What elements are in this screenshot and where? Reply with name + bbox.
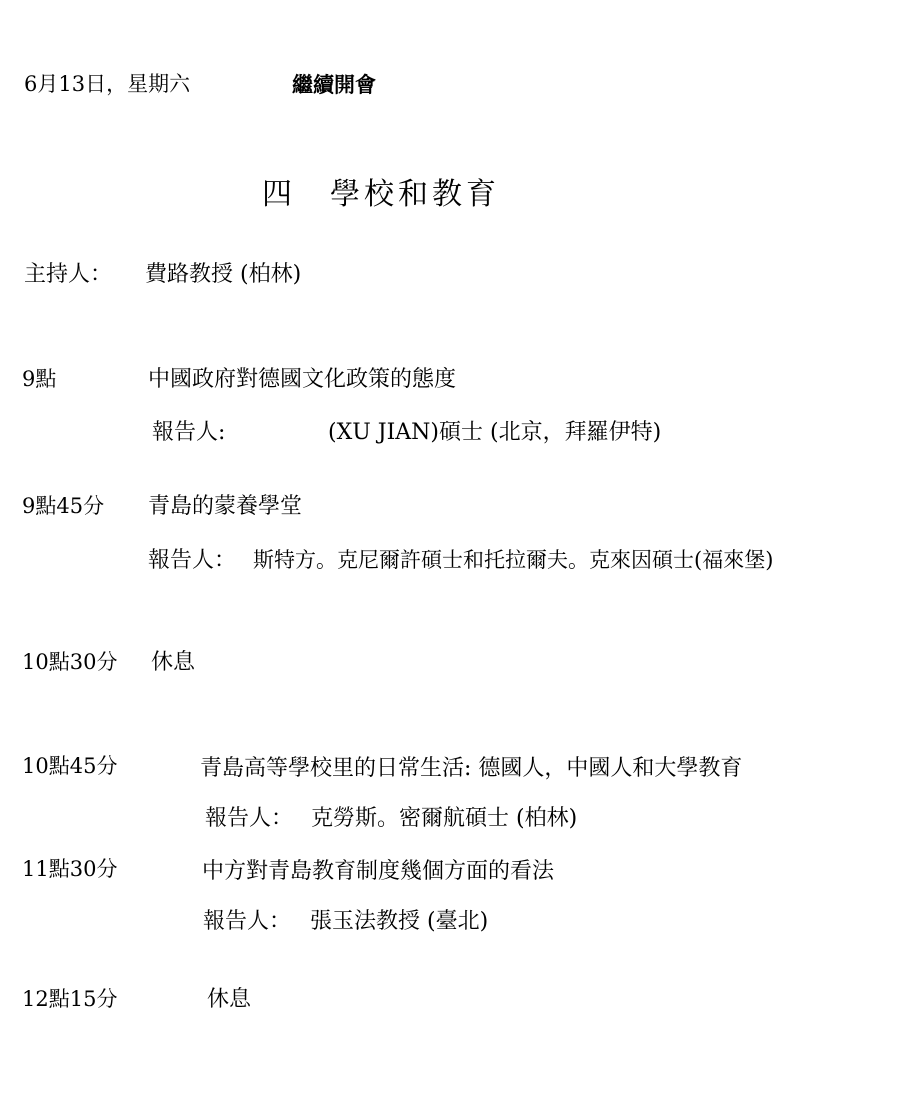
chair-label: 主持人： [24, 262, 113, 287]
schedule-topic: 休息 [151, 650, 196, 675]
chair-name: 費路教授 (柏林) [145, 262, 302, 287]
reporter-label: 報告人： [203, 909, 292, 934]
schedule-time: 11點30分 [22, 857, 118, 881]
schedule-topic: 青島高等學校里的日常生活: 德國人，中國人和大學教育 [200, 756, 743, 781]
reporter-name: 張玉法教授 (臺北) [310, 909, 489, 934]
schedule-time: 10點45分 [22, 754, 118, 778]
date-line: 6月13日，星期六 [24, 72, 191, 96]
reporter-label: 報告人: [152, 420, 226, 445]
reporter-name: (XU JIAN)碩士 (北京，拜羅伊特) [328, 420, 662, 445]
session-note: 繼續開會 [292, 72, 376, 97]
schedule-topic: 中國政府對德國文化政策的態度 [148, 367, 457, 392]
reporter-label: 報告人： [205, 806, 294, 831]
section-title: 四 學校和教育 [262, 177, 500, 212]
schedule-time: 10點30分 [22, 650, 118, 674]
schedule-time: 9點45分 [22, 494, 105, 518]
schedule-topic: 青島的蒙養學堂 [148, 494, 303, 519]
schedule-time: 9點 [22, 367, 57, 391]
schedule-topic: 中方對青島教育制度幾個方面的看法 [202, 859, 555, 884]
reporter-name: 斯特方。克尼爾許碩士和托拉爾夫。克來因碩士(福來堡) [253, 548, 774, 572]
schedule-topic: 休息 [207, 987, 252, 1012]
schedule-time: 12點15分 [22, 987, 118, 1011]
reporter-name: 克勞斯。密爾航碩士 (柏林) [311, 806, 578, 831]
reporter-label: 報告人： [148, 548, 237, 573]
